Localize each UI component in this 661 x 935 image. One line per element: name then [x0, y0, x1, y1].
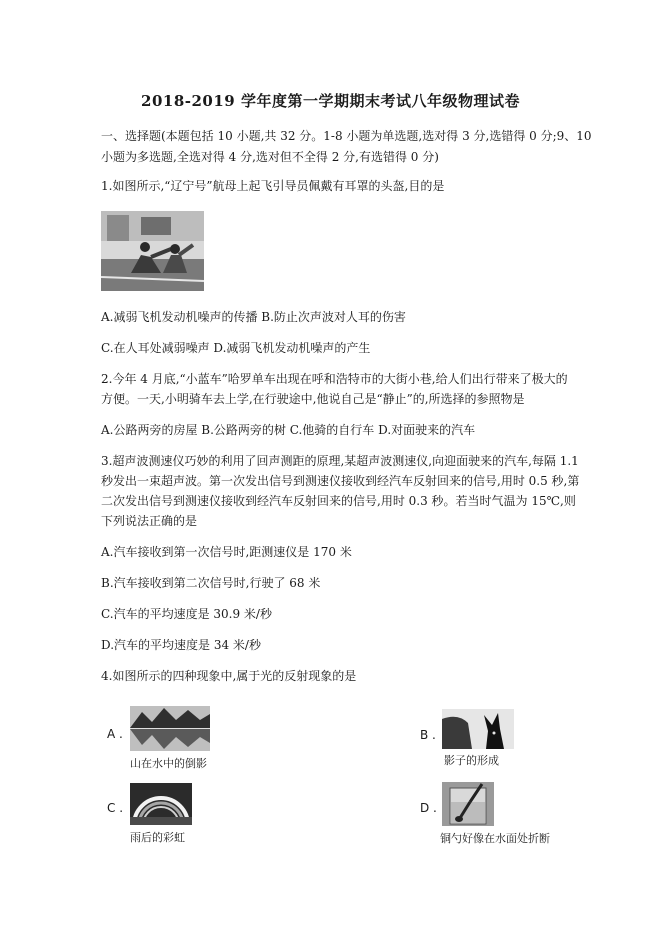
- question-1-option-cd: C.在人耳处减弱噪声 D.减弱飞机发动机噪声的产生: [101, 341, 371, 355]
- question-3-stem-line-4: 下列说法正确的是: [101, 514, 198, 528]
- question-4-option-d-caption: 铜勺好像在水面处折断: [440, 832, 550, 845]
- question-3-option-c: C.汽车的平均速度是 30.9 米/秒: [101, 607, 272, 621]
- question-2-options: A.公路两旁的房屋 B.公路两旁的树 C.他骑的自行车 D.对面驶来的汽车: [101, 423, 476, 437]
- question-4-option-a-caption: 山在水中的倒影: [130, 757, 207, 770]
- carrier-deck-illustration: [101, 211, 204, 291]
- question-3-option-b: B.汽车接收到第二次信号时,行驶了 68 米: [101, 576, 321, 590]
- question-1-stem: 1.如图所示,“辽宁号”航母上起飞引导员佩戴有耳罩的头盔,目的是: [101, 179, 445, 193]
- question-3-option-a: A.汽车接收到第一次信号时,距测速仪是 170 米: [101, 545, 352, 559]
- question-4-option-c-label: C .: [107, 801, 124, 815]
- question-1-photo: [101, 211, 204, 291]
- question-4-option-c-caption: 雨后的彩虹: [130, 831, 185, 844]
- mountain-reflection-image: [130, 706, 210, 751]
- question-2-stem-line-2: 方便。一天,小明骑车去上学,在行驶途中,他说自己是“静止”的,所选择的参照物是: [101, 392, 525, 406]
- hand-shadow-image: [442, 709, 514, 749]
- question-3-stem-line-2: 秒发出一束超声波。第一次发出信号到测速仪接收到经汽车反射回来的信号,用时 0.5 秒,第: [101, 474, 580, 488]
- section-header-line-1: 一、选择题(本题包括 10 小题,共 32 分。1-8 小题为单选题,选对得 3 分,选错得 0 分;9、10: [101, 129, 592, 143]
- spoon-in-water-image: [442, 782, 494, 826]
- rainbow-image: [130, 783, 192, 825]
- question-1-option-ab: A.减弱飞机发动机噪声的传播 B.防止次声波对人耳的伤害: [101, 310, 406, 324]
- section-header-line-2: 小题为多选题,全选对得 4 分,选对但不全得 2 分,有选错得 0 分): [101, 150, 439, 164]
- question-4-option-a-label: A .: [107, 727, 123, 741]
- question-4-stem: 4.如图所示的四种现象中,属于光的反射现象的是: [101, 669, 357, 683]
- question-3-stem-line-1: 3.超声波测速仪巧妙的利用了回声测距的原理,某超声波测速仪,向迎面驶来的汽车,每隔 1.1: [101, 454, 579, 468]
- question-2-stem-line-1: 2.今年 4 月底,“小蓝车”哈罗单车出现在呼和浩特市的大街小巷,给人们出行带来了极大的: [101, 372, 568, 386]
- question-3-option-d: D.汽车的平均速度是 34 米/秒: [101, 638, 261, 652]
- question-4-option-b-caption: 影子的形成: [444, 754, 499, 767]
- question-3-stem-line-3: 二次发出信号到测速仪接收到经汽车反射回来的信号,用时 0.3 秒。若当时气温为 15℃,则: [101, 494, 576, 508]
- question-4-option-d-label: D .: [420, 801, 437, 815]
- question-4-option-b-label: B .: [420, 728, 436, 742]
- paper-title: 2018-2019 学年度第一学期期末考试八年级物理试卷: [141, 92, 520, 110]
